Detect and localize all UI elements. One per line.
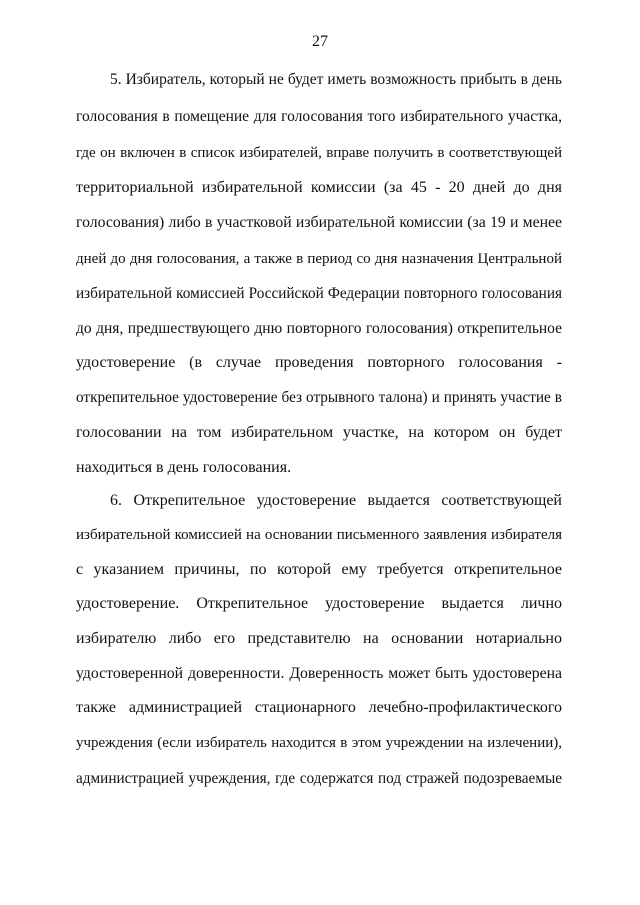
paragraph-line: 5. Избиратель, который не будет иметь возможность прибыть в день bbox=[110, 71, 562, 88]
paragraph-line: территориальной избирательной комиссии (за 45 - 20 дней до дня bbox=[76, 179, 562, 196]
paragraph-line: где он включен в список избирателей, вправе получить в соответствующей bbox=[76, 145, 562, 161]
paragraph-line: администрацией учреждения, где содержатся под стражей подозреваемые bbox=[76, 770, 562, 787]
paragraph-line: с указанием причины, по которой ему требуется открепительное bbox=[76, 561, 562, 578]
paragraph-line: также администрацией стационарного лечебно-профилактического bbox=[76, 699, 562, 716]
page-number: 27 bbox=[312, 33, 328, 50]
paragraph-line: голосования) либо в участковой избирательной комиссии (за 19 и менее bbox=[76, 214, 562, 231]
paragraph-line: удостоверение (в случае проведения повторного голосования - bbox=[76, 354, 562, 371]
paragraph-line: открепительное удостоверение без отрывного талона) и принять участие в bbox=[76, 389, 562, 406]
paragraph-line: голосовании на том избирательном участке, на котором он будет bbox=[76, 424, 562, 441]
paragraph-line: до дня, предшествующего дню повторного голосования) открепительное bbox=[76, 320, 562, 337]
paragraph-line: избирателю либо его представителю на основании нотариально bbox=[76, 630, 562, 647]
paragraph-line: голосования в помещение для голосования того избирательного участка, bbox=[76, 108, 562, 125]
paragraph-line: 6. Открепительное удостоверение выдается соответствующей bbox=[110, 492, 562, 509]
paragraph-line: избирательной комиссией Российской Федерации повторного голосования bbox=[76, 285, 562, 302]
paragraph-line: учреждения (если избиратель находится в этом учреждении на излечении), bbox=[76, 735, 562, 751]
paragraph-line: дней до дня голосования, а также в период со дня назначения Центральной bbox=[76, 251, 562, 267]
paragraph-line: удостоверенной доверенности. Доверенность может быть удостоверена bbox=[76, 665, 562, 682]
paragraph-line: находиться в день голосования. bbox=[76, 459, 292, 476]
paragraph-line: избирательной комиссией на основании письменного заявления избирателя bbox=[76, 527, 562, 543]
paragraph-line: удостоверение. Открепительное удостоверение выдается лично bbox=[76, 595, 562, 612]
